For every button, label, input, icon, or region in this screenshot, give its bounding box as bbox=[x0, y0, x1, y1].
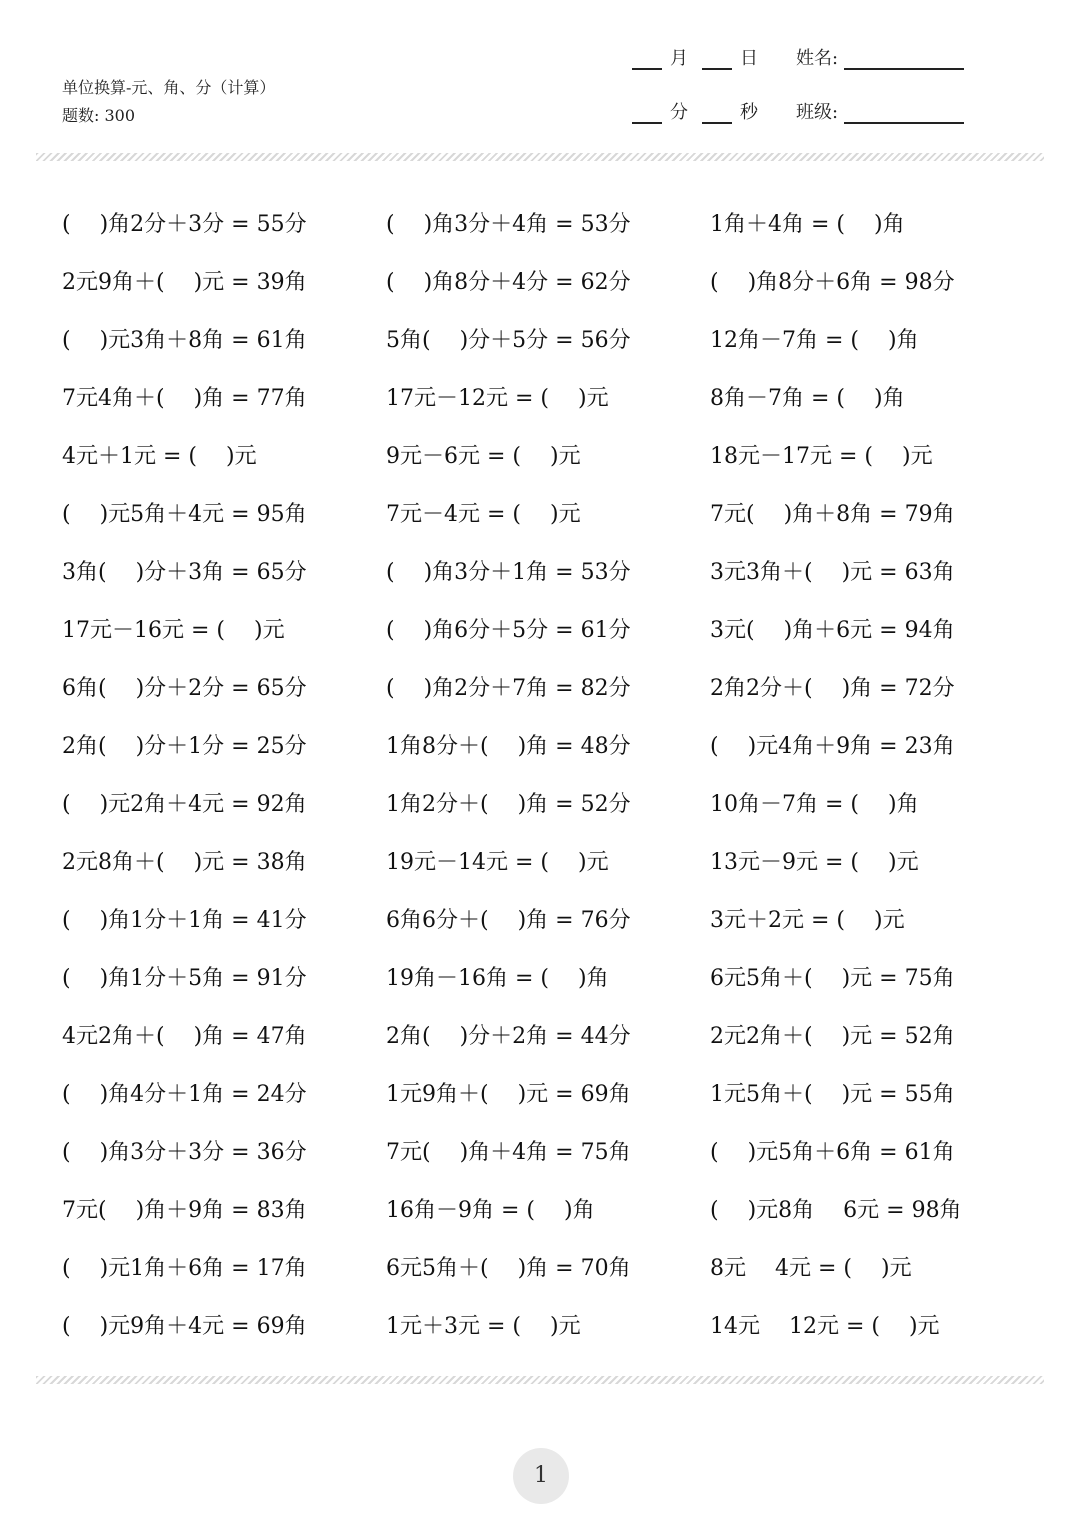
problem-item: 12角－7角 = ( )角 bbox=[710, 328, 919, 353]
problem-item: 1元5角＋( )元 = 55角 bbox=[710, 1082, 955, 1107]
problem-item: ( )角6分＋5分 = 61分 bbox=[386, 618, 631, 643]
problem-item: 2元9角＋( )元 = 39角 bbox=[62, 270, 307, 295]
problem-item: 1角＋4角 = ( )角 bbox=[710, 212, 905, 237]
problem-item: 2元2角＋( )元 = 52角 bbox=[710, 1024, 955, 1049]
problem-grid bbox=[0, 196, 1080, 1356]
top-divider bbox=[36, 153, 1044, 161]
class-label: 班级: bbox=[796, 102, 839, 123]
day-label: 日 bbox=[740, 48, 758, 69]
month-label: 月 bbox=[670, 48, 688, 69]
class-blank[interactable] bbox=[844, 102, 964, 124]
problem-item: 6角6分＋( )角 = 76分 bbox=[386, 908, 631, 933]
problem-item: ( )元4角＋9角 = 23角 bbox=[710, 734, 955, 759]
problem-item: 16角－9角 = ( )角 bbox=[386, 1198, 595, 1223]
problem-item: 19元－14元 = ( )元 bbox=[386, 850, 609, 875]
problem-item: 3元( )角＋6元 = 94角 bbox=[710, 618, 955, 643]
problem-item: 2元8角＋( )元 = 38角 bbox=[62, 850, 307, 875]
problem-item: ( )元5角＋4元 = 95角 bbox=[62, 502, 307, 527]
problem-item: 1角8分＋( )角 = 48分 bbox=[386, 734, 631, 759]
problem-item: ( )角1分＋5角 = 91分 bbox=[62, 966, 307, 991]
problem-item: ( )元2角＋4元 = 92角 bbox=[62, 792, 307, 817]
date-name-row bbox=[632, 44, 964, 70]
problem-item: ( )元1角＋6角 = 17角 bbox=[62, 1256, 307, 1281]
problem-item: 8角－7角 = ( )角 bbox=[710, 386, 905, 411]
problem-item: 4元＋1元 = ( )元 bbox=[62, 444, 257, 469]
problem-item: ( )角2分＋7角 = 82分 bbox=[386, 676, 631, 701]
problem-item: 7元－4元 = ( )元 bbox=[386, 502, 581, 527]
day-blank[interactable] bbox=[702, 48, 732, 70]
problem-item: ( )角4分＋1角 = 24分 bbox=[62, 1082, 307, 1107]
problem-item: ( )角2分＋3分 = 55分 bbox=[62, 212, 307, 237]
problem-item: 6角( )分＋2分 = 65分 bbox=[62, 676, 307, 701]
second-blank[interactable] bbox=[702, 102, 732, 124]
problem-item: 1元＋3元 = ( )元 bbox=[386, 1314, 581, 1339]
minute-label: 分 bbox=[670, 102, 688, 123]
problem-item: 3元＋2元 = ( )元 bbox=[710, 908, 905, 933]
problem-item: 1元9角＋( )元 = 69角 bbox=[386, 1082, 631, 1107]
problem-item: ( )角3分＋4角 = 53分 bbox=[386, 212, 631, 237]
problem-count: 题数: 300 bbox=[62, 106, 136, 125]
problem-item: 7元4角＋( )角 = 77角 bbox=[62, 386, 307, 411]
problem-item: 6元5角＋( )元 = 75角 bbox=[710, 966, 955, 991]
problem-item: ( )角1分＋1角 = 41分 bbox=[62, 908, 307, 933]
problem-item: 7元( )角＋9角 = 83角 bbox=[62, 1198, 307, 1223]
second-label: 秒 bbox=[740, 102, 758, 123]
problem-item: ( )角3分＋3分 = 36分 bbox=[62, 1140, 307, 1165]
worksheet-header bbox=[62, 74, 275, 130]
minute-blank[interactable] bbox=[632, 102, 662, 124]
problem-item: 7元( )角＋4角 = 75角 bbox=[386, 1140, 631, 1165]
problem-item: 17元－12元 = ( )元 bbox=[386, 386, 609, 411]
problem-item: 17元－16元 = ( )元 bbox=[62, 618, 285, 643]
problem-item: ( )角8分＋4分 = 62分 bbox=[386, 270, 631, 295]
page-number: 1 bbox=[513, 1448, 569, 1504]
problem-item: 9元－6元 = ( )元 bbox=[386, 444, 581, 469]
worksheet-title: 单位换算-元、角、分（计算） bbox=[62, 78, 276, 97]
problem-item: 10角－7角 = ( )角 bbox=[710, 792, 919, 817]
problem-item: 1角2分＋( )角 = 52分 bbox=[386, 792, 631, 817]
problem-item: 5角( )分＋5分 = 56分 bbox=[386, 328, 631, 353]
problem-item: ( )元5角＋6角 = 61角 bbox=[710, 1140, 955, 1165]
problem-item: ( )角3分＋1角 = 53分 bbox=[386, 560, 631, 585]
problem-item: 13元－9元 = ( )元 bbox=[710, 850, 919, 875]
problem-item: 7元( )角＋8角 = 79角 bbox=[710, 502, 955, 527]
problem-item: 3元3角＋( )元 = 63角 bbox=[710, 560, 955, 585]
month-blank[interactable] bbox=[632, 48, 662, 70]
problem-item: 14元 12元 = ( )元 bbox=[710, 1314, 940, 1339]
name-label: 姓名: bbox=[796, 48, 839, 69]
problem-item: 2角( )分＋2角 = 44分 bbox=[386, 1024, 631, 1049]
problem-item: ( )元9角＋4元 = 69角 bbox=[62, 1314, 307, 1339]
problem-item: 18元－17元 = ( )元 bbox=[710, 444, 933, 469]
problem-item: ( )角8分＋6角 = 98分 bbox=[710, 270, 955, 295]
problem-item: 4元2角＋( )角 = 47角 bbox=[62, 1024, 307, 1049]
problem-item: 6元5角＋( )角 = 70角 bbox=[386, 1256, 631, 1281]
problem-item: 19角－16角 = ( )角 bbox=[386, 966, 609, 991]
problem-item: ( )元3角＋8角 = 61角 bbox=[62, 328, 307, 353]
problem-item: 2角( )分＋1分 = 25分 bbox=[62, 734, 307, 759]
problem-item: 3角( )分＋3角 = 65分 bbox=[62, 560, 307, 585]
name-blank[interactable] bbox=[844, 48, 964, 70]
bottom-divider bbox=[36, 1376, 1044, 1384]
problem-item: 8元 4元 = ( )元 bbox=[710, 1256, 912, 1281]
problem-item: 2角2分＋( )角 = 72分 bbox=[710, 676, 955, 701]
time-class-row bbox=[632, 98, 964, 124]
problem-item: ( )元8角 6元 = 98角 bbox=[710, 1198, 962, 1223]
